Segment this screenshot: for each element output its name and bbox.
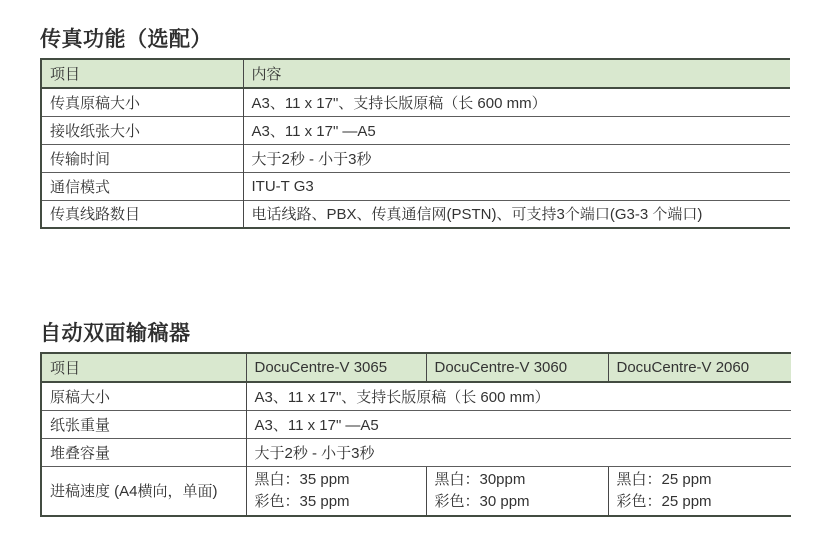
feeder-row-value: 大于2秒 - 小于3秒	[246, 438, 791, 466]
feeder-speed-label: 进稿速度 (A4横向，单面)	[41, 466, 246, 516]
speed-color-value: 彩色：30 ppm	[434, 492, 530, 510]
fax-row-label: 通信模式	[41, 172, 243, 200]
feeder-header-item: 项目	[41, 353, 246, 382]
fax-table-header-row	[41, 59, 790, 88]
feeder-header-model-3065: DocuCentre-V 3065	[246, 353, 426, 382]
feeder-row-value: A3、11 x 17"、支持长版原稿（长 600 mm）	[246, 382, 791, 410]
feeder-row-label: 原稿大小	[41, 382, 246, 410]
fax-header-content: 内容	[243, 59, 790, 88]
fax-row-label: 接收纸张大小	[41, 116, 243, 144]
feeder-header-model-2060: DocuCentre-V 2060	[608, 353, 791, 382]
feeder-row-label: 堆叠容量	[41, 438, 246, 466]
speed-bw-value: 黑白：30ppm	[434, 470, 526, 488]
feeder-row-label: 纸张重量	[41, 410, 246, 438]
feeder-speed-3060	[426, 466, 608, 516]
table-row	[41, 172, 790, 200]
fax-header-item: 项目	[41, 59, 243, 88]
speed-bw-value: 黑白：35 ppm	[254, 470, 350, 488]
table-row	[41, 200, 790, 228]
fax-row-label: 传真线路数目	[41, 200, 243, 228]
fax-table	[40, 58, 790, 229]
table-row	[41, 144, 790, 172]
fax-row-label: 传真原稿大小	[41, 88, 243, 116]
speed-color-value: 彩色：35 ppm	[254, 492, 350, 510]
fax-row-value: ITU-T G3	[243, 172, 790, 200]
table-row	[41, 88, 790, 116]
fax-row-value: A3、11 x 17"、支持长版原稿（长 600 mm）	[243, 88, 790, 116]
feeder-header-model-3060: DocuCentre-V 3060	[426, 353, 608, 382]
fax-row-value: 大于2秒 - 小于3秒	[243, 144, 790, 172]
feeder-speed-2060	[608, 466, 791, 516]
feeder-speed-3065	[246, 466, 426, 516]
speed-bw-value: 黑白：25 ppm	[616, 470, 712, 488]
feeder-section-title: 自动双面输稿器	[40, 322, 191, 345]
feeder-section	[40, 320, 791, 517]
fax-section-title: 传真功能（选配）	[40, 28, 212, 51]
fax-row-value: A3、11 x 17" —A5	[243, 116, 790, 144]
fax-row-value: 电话线路、PBX、传真通信网(PSTN)、可支持3个端口(G3-3 个端口)	[243, 200, 790, 228]
speed-color-value: 彩色：25 ppm	[616, 492, 712, 510]
table-row	[41, 382, 791, 410]
feeder-table	[40, 352, 791, 517]
fax-section	[40, 26, 790, 229]
feeder-table-header-row	[41, 353, 791, 382]
table-row	[41, 116, 790, 144]
table-row	[41, 410, 791, 438]
table-row-feed-speed	[41, 466, 791, 516]
fax-row-label: 传输时间	[41, 144, 243, 172]
table-row	[41, 438, 791, 466]
feeder-row-value: A3、11 x 17" —A5	[246, 410, 791, 438]
